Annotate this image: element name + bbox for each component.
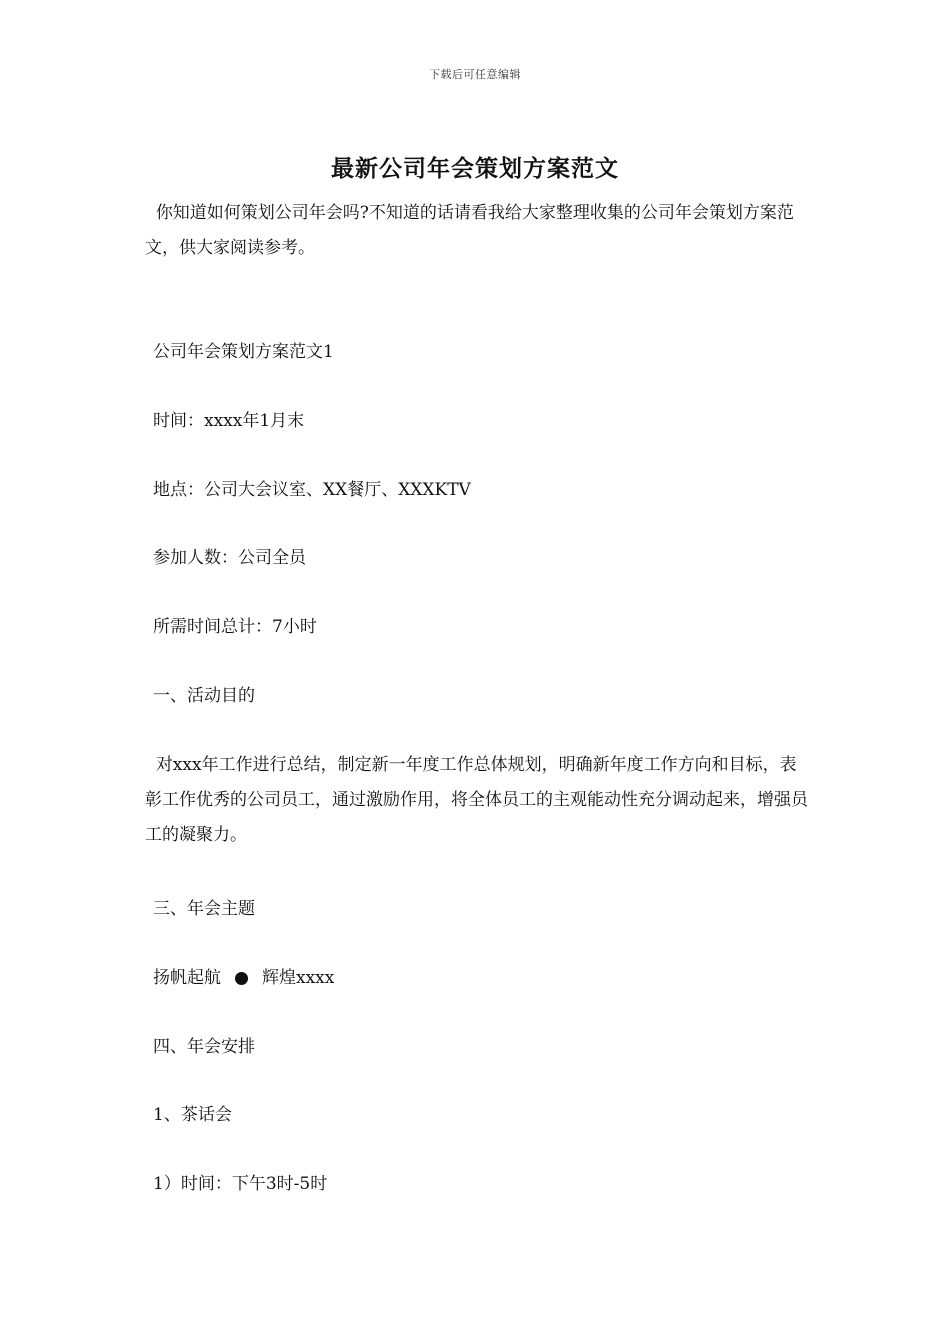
tea-party-time: 1）时间：下午3时-5时 xyxy=(153,1174,328,1194)
tea-party-heading: 1、茶话会 xyxy=(153,1105,232,1125)
purpose-paragraph: 对xxx年工作进行总结，制定新一年度工作总体规划，明确新年度工作方向和目标，表彰工作优秀的公司员工，通过激励作用，将全体员工的主观能动性充分调动起来，增强员工的凝聚力。 xyxy=(145,755,808,845)
theme-left-text: 扬帆起航 xyxy=(153,968,221,988)
attendees-line: 参加人数：公司全员 xyxy=(153,548,306,568)
time-line: 时间：xxxx年1月末 xyxy=(153,411,305,431)
duration-line: 所需时间总计：7小时 xyxy=(153,617,317,637)
place-line: 地点：公司大会议室、XX餐厅、XXXKTV xyxy=(153,480,471,500)
section-title: 公司年会策划方案范文1 xyxy=(153,342,334,362)
document-title: 最新公司年会策划方案范文 xyxy=(331,155,619,182)
bullet-dot-icon xyxy=(235,972,248,985)
purpose-heading: 一、活动目的 xyxy=(153,686,255,706)
theme-heading: 三、年会主题 xyxy=(153,899,255,919)
intro-paragraph: 你知道如何策划公司年会吗?不知道的话请看我给大家整理收集的公司年会策划方案范文，供大家阅读参考。 xyxy=(145,203,794,258)
header-note: 下载后可任意编辑 xyxy=(429,68,521,81)
theme-right-text: 辉煌xxxx xyxy=(262,968,335,988)
arrangement-heading: 四、年会安排 xyxy=(153,1037,255,1057)
theme-line xyxy=(153,966,334,990)
